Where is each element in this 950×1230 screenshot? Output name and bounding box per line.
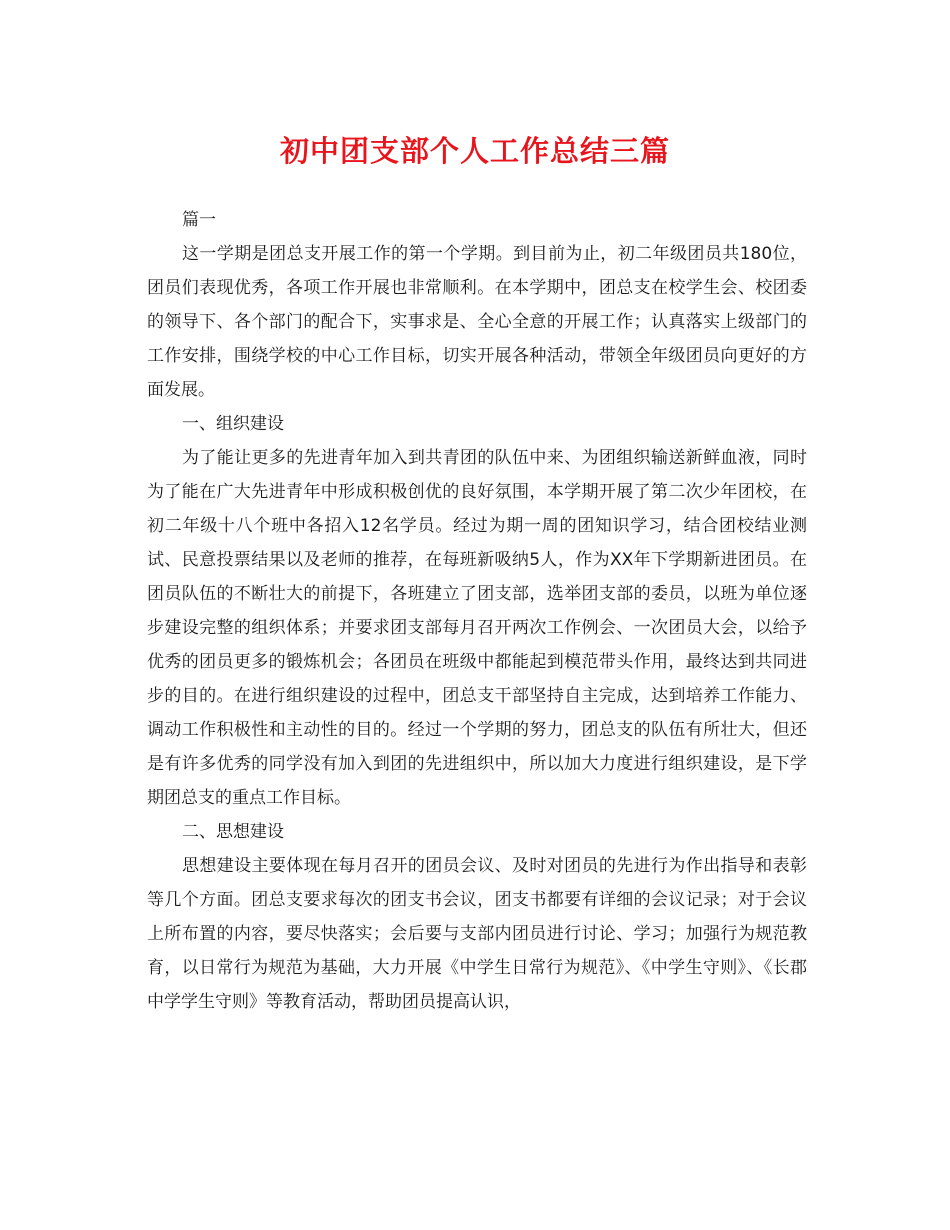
- heading-ideology: 二、思想建设: [182, 822, 284, 842]
- document-body: [147, 203, 807, 1019]
- intro-paragraph: 这一学期是团总支开展工作的第一个学期。到目前为止，初二年级团员共180位，团员们表现优秀，各项工作开展也非常顺利。在本学期中，团总支在校学生会、校团委的领导下、各个部门的配合下，实事求是、全心全意的开展工作；认真落实上级部门的工作安排，围绕学校的中心工作目标，切实开展各种活动，带领全年级团员向更好的方面发展。: [147, 244, 807, 400]
- organization-paragraph: 为了能让更多的先进青年加入到共青团的队伍中来、为团组织输送新鲜血液，同时为了能在广大先进青年中形成积极创优的良好氛围，本学期开展了第二次少年团校，在初二年级十八个班中各招入12名学员。经过为期一周的团知识学习，结合团校结业测试、民意投票结果以及老师的推荐，在每班新吸纳5人，作为XX年下学期新进团员。在团员队伍的不断壮大的前提下，各班建立了团支部，选举团支部的委员，以班为单位逐步建设完整的组织体系；并要求团支部每月召开两次工作例会、一次团员大会，以给予优秀的团员更多的锻炼机会；各团员在班级中都能起到模范带头作用，最终达到共同进步的目的。在进行组织建设的过程中，团总支干部坚持自主完成，达到培养工作能力、调动工作积极性和主动性的目的。经过一个学期的努力，团总支的队伍有所壮大，但还是有许多优秀的同学没有加入到团的先进组织中，所以加大力度进行组织建设，是下学期团总支的重点工作目标。: [147, 448, 807, 808]
- document-title: 初中团支部个人工作总结三篇: [279, 134, 670, 168]
- ideology-paragraph: 思想建设主要体现在每月召开的团员会议、及时对团员的先进行为作出指导和表彰等几个方面。团总支要求每次的团支书会议，团支书都要有详细的会议记录；对于会议上所布置的内容，要尽快落实；会后要与支部内团员进行讨论、学习；加强行为规范教育，以日常行为规范为基础，大力开展《中学生日常行为规范》、《中学生守则》、《长郡中学学生守则》等教育活动，帮助团员提高认识，: [147, 856, 807, 1012]
- heading-organization: 一、组织建设: [182, 414, 284, 434]
- section-label: 篇一: [182, 210, 216, 230]
